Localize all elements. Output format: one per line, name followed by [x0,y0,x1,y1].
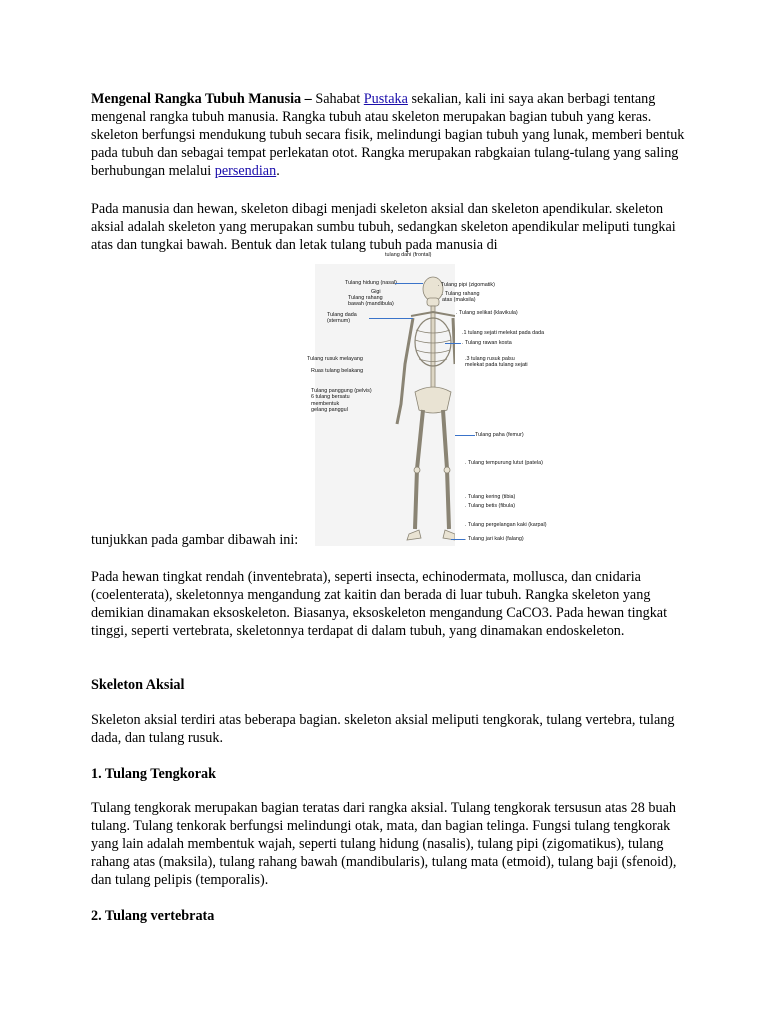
skeleton-division-paragraph [91,200,681,254]
label-tibia: . Tulang kering (tibia) [465,494,516,500]
invertebrate-paragraph [91,568,691,640]
label-palsu: .3 tulang rusuk palsu melekat pada tulang sejati [465,356,528,369]
label-karpal: . Tulang pergelangan kaki (karpal) [465,522,547,528]
intro-text-2: sekalian, kali ini saya akan berbagi tentang mengenal rangka tubuh manusia. Rangka tubuh atau skeleton merupakan bagian tubuh yang keras. skeleton berfungsi mendukung tubuh secara fisik, melindungi bagian tubuh yang lunak, memberi bentuk pada tubuh dan sebagai tempat perlekatan otot. Rangka merupakan rabgkaian tulang-tulang yang saling berhubungan melalui [91,91,685,179]
label-jari: . Tulang jari kaki (falang) [465,536,524,542]
label-patela: . Tulang tempurung lutut (patela) [465,460,543,466]
pustaka-link[interactable]: Pustaka [363,91,408,107]
heading-tulang-vertebrata: 2. Tulang vertebrata [91,908,215,924]
para-4: Skeleton aksial terdiri atas beberapa bagian. skeleton aksial meliputi tengkorak, tulang vertebra, tulang dada, dan tulang rusuk. [91,712,675,746]
label-frontal: tulang dahi (frontal) [385,252,432,258]
aksial-paragraph [91,711,691,747]
para-2: Pada manusia dan hewan, skeleton dibagi menjadi skeleton aksial dan skeleton apendikular. skeleton aksial adalah skeleton yang merupakan sumbu tubuh, sedangkan skeleton apendikular meliputi tungkai atas dan tungkai bawah. Bentuk dan letak tulang tubuh pada manusia di [91,201,676,253]
heading-skeleton-aksial: Skeleton Aksial [91,677,185,693]
persendian-link[interactable]: persendian [214,163,277,179]
label-klavikula: . Tulang selikat (klavikula) [456,310,518,316]
heading-vertebrata [91,907,691,925]
label-fibula: . Tulang betis (fibula) [465,503,516,509]
label-belakang: Ruas tulang belakang [311,368,364,374]
article-title: Mengenal Rangka Tubuh Manusia – [91,91,312,107]
label-mandibula: Tulang rahang bawah (mandibula) [348,295,394,308]
leader-jari [451,539,465,540]
label-melayang: Tulang rusuk melayang [307,356,363,362]
label-nasal: Tulang hidung (nasal) [345,280,397,286]
para-3: Pada hewan tingkat rendah (inventebrata), seperti insecta, echinodermata, mollusca, dan cnidaria (coelenterata), skeletonnya mengandung zat kaitin dan berada di luar tubuh. Rangka skeleton yang demikian dinamakan eksoskeleton. Biasanya, eksoskeleton mengandung CaCO3. Pada hewan tingkat tinggi, seperti vertebrata, skeletonnya terdapat di dalam tubuh, yang dinamakan endoskeleton. [91,569,668,639]
tengkorak-paragraph [91,799,691,889]
label-pelvis: Tulang panggung (pelvis) 6 tulang bersatu membentuk gelang panggul [311,388,372,414]
intro-text-3: . [276,163,280,179]
skeleton-figure [305,252,555,548]
heading-aksial [91,676,691,694]
leader-sternum [369,318,413,319]
label-rawan: . Tulang rawan kosta [462,340,512,346]
intro-paragraph [91,90,691,180]
label-zigomatik: . Tulang pipi (zigomatik) [438,282,495,288]
figure-caption: tunjukkan pada gambar dibawah ini: [91,532,299,548]
label-sternum: Tulang dada (sternum) [327,312,357,325]
leader-rawan [445,343,461,344]
para-5: Tulang tengkorak merupakan bagian teratas dari rangka aksial. Tulang tengkorak tersusun atas 28 buah tulang. Tulang tenkorak berfungsi melindungi otak, mata, dan bagian telinga. Fungsi tulang tengkorak yang lain adalah membentuk wajah, seperti tulang hidung (nasalis), tulang pipi (zigomatikus), tulang rahang atas (maksila), tulang rahang bawah (mandibularis), tulang mata (etmoid), tulang baji (sfenoid), dan tulang pelipis (temporalis). [91,800,677,888]
leader-femur [455,435,475,436]
intro-text-1: Sahabat [311,91,364,107]
label-maksila: . Tulang rahang atas (maksila) [442,291,480,304]
leader-nasal [395,283,423,284]
label-gigi: Gigi [371,289,381,295]
heading-tulang-tengkorak: 1. Tulang Tengkorak [91,766,216,782]
heading-tengkorak [91,765,691,783]
label-femur: Tulang paha (femur) [475,432,524,438]
label-sejati: .1 tulang sejati melekat pada dada [462,330,545,336]
